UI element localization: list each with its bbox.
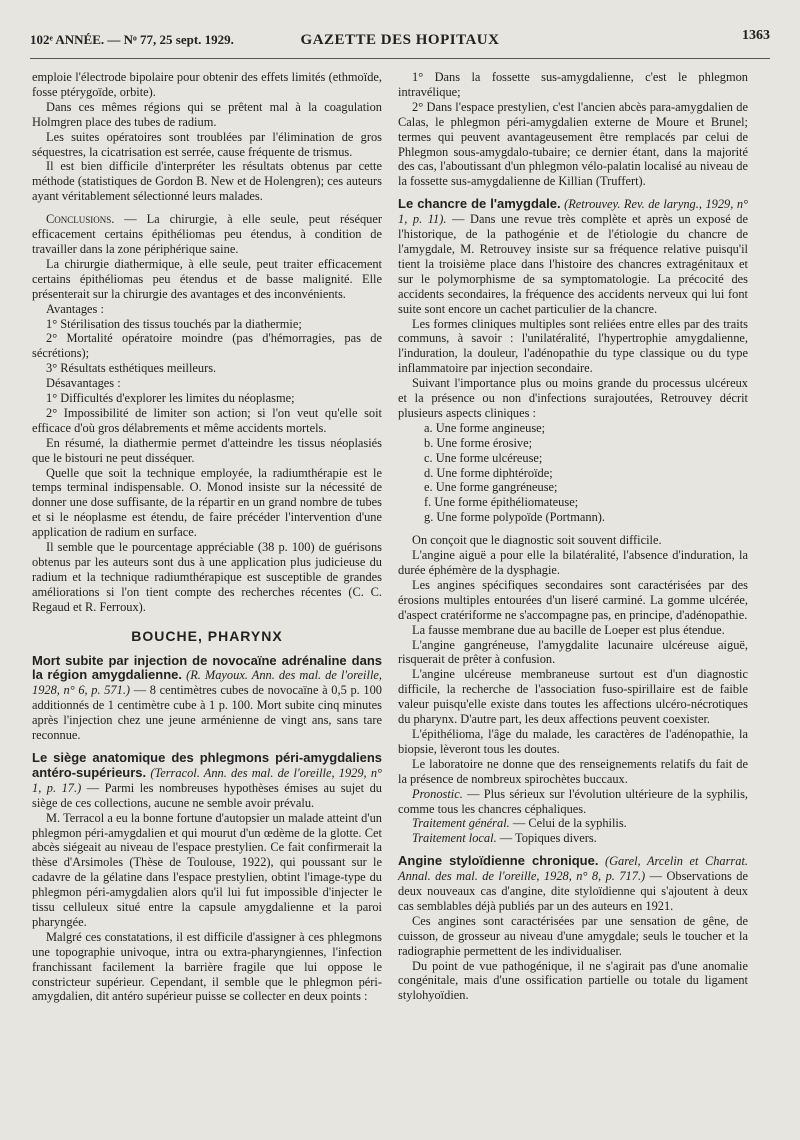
conclusions-heading: Conclusions. xyxy=(46,212,115,227)
list-item: f. Une forme épithéliomateuse; xyxy=(424,495,579,510)
paragraph: M. Terracol a eu la bonne fortune d'autopsier un malade atteint d'un phlegmon péri-amygdalien et qui mourut d'un œdème de la glotte. Cet abcès siégeait au niveau de l'espace prestylien. Ce fait confirmerait la thèse d'Arsimoles (Thèse de Toulouse, 1922), qui poussant sur le cadavre de la gélatine dans l'espace prestylien, obtint l'image-type du phlegmon péri-amygdalien alors qu'il lui fut impossible d'injecter le tissu celluleux situé entre la capsule amygdalienne et la paroi pharyngée. xyxy=(32,810,382,929)
traitement-local-text: — Topiques divers. xyxy=(496,831,597,846)
paragraph: Malgré ces constatations, il est difficile d'assigner à ces phlegmons une topographie univoque, intra ou extra-pharyngiennes, l'infection franchissant facilement la barrière fragile que lui oppose le constricteur supérieur. Cependant, il semble que le phlegmon péri-amygdalien, dit antéro supérieur puisse se collecter en deux points : xyxy=(32,929,382,1004)
article-text: — Observations de deux nouveaux cas d'angine, dite styloïdienne qui s'ajoutent à deux cas semblables déjà publiés par un des auteurs en 1921. xyxy=(398,869,749,913)
list-item: 3° Résultats esthétiques meilleurs. xyxy=(46,361,217,376)
traitement-general-text: — Celui de la syphilis. xyxy=(509,816,627,831)
list-item: a. Une forme angineuse; xyxy=(424,420,546,435)
article-citation: (Retrouvey. Rev. de laryng., 1929, n° 1, p. 11). xyxy=(398,197,749,227)
conclusions-text: — La chirurgie, à elle seule, peut réséquer efficacement certains épithéliomas peu étendus, à condition de travailler dans la zone périphérique saine. xyxy=(32,212,382,256)
article-phlegmons xyxy=(32,751,382,811)
paragraph: L'angine gangréneuse, l'amygdalite lacunaire ulcéreuse aiguë, risquerait de prêter à confusion. xyxy=(398,637,748,667)
paragraph: Le laboratoire ne donne que des renseignements relatifs du fait de la présence de nombreux spirochètes buccaux. xyxy=(398,756,748,786)
pronostic-text: — Plus sérieux sur l'évolution ultérieure de la syphilis, comme tous les chancres céphaliques. xyxy=(398,786,748,816)
article-text: — Dans une revue très complète et après un exposé de l'historique, de la pathogénie et de l'étiologie du chancre de l'amygdale, M. Retrouvey insiste sur sa fréquence relative puisqu'il tient la troisième place dans l'histoire des chancres extragénitaux et sur le polymorphisme de sa symptomatologie. La précocité des accidents secondaires, la fréquence des accidents nerveux qui lui font suite sont encore un cachet particulier de la chancre. xyxy=(398,212,748,316)
paragraph: En résumé, la diathermie permet d'atteindre les tissus néoplasiés que le bistouri ne peut disséquer. xyxy=(32,435,382,465)
issue-info: 102ᵉ ANNÉE. — Nᵒ 77, 25 sept. 1929. xyxy=(30,32,234,47)
page-number: 1363 xyxy=(742,28,770,43)
article-title: Mort subite par injection de novocaïne adrénaline dans la région amygdalienne. xyxy=(32,652,382,683)
list-item: 2° Mortalité opératoire moindre (pas d'hémorragies, pas de sécrétions); xyxy=(32,331,382,361)
paragraph: Désavantages : xyxy=(46,376,121,391)
article-text: — Parmi les nombreuses hypothèses émises au sujet du siège de ces collections, aucune ne semble avoir prévalu. xyxy=(32,780,382,810)
traitement-general xyxy=(398,816,748,831)
list-item: 1° Difficultés d'explorer les limites du néoplasme; xyxy=(46,391,295,406)
paragraph: 1° Dans la fossette sus-amygdalienne, c'est le phlegmon intravélique; xyxy=(398,70,748,99)
article-title: Le chancre de l'amygdale. xyxy=(398,196,561,212)
article-chancre xyxy=(398,197,748,316)
paragraph: emploie l'électrode bipolaire pour obtenir des effets limités (ethmoïde, fosse ptérygoïde, orbite). xyxy=(32,70,382,99)
traitement-general-heading: Traitement général. xyxy=(412,816,510,831)
section-heading: BOUCHE, PHARYNX xyxy=(131,627,283,644)
paragraph: Avantages : xyxy=(46,301,104,316)
left-column xyxy=(32,70,382,1004)
journal-title: GAZETTE DES HOPITAUX xyxy=(300,32,500,48)
list-item: g. Une forme polypoïde (Portmann). xyxy=(424,510,606,525)
paragraph: Il est bien difficile d'interpréter les résultats obtenus par cette méthode (statistiques de Gordon B. New et de Holengren); ces auteurs ayant véritablement sélectionné leurs malades. xyxy=(32,159,382,204)
paragraph: Du point de vue pathogénique, il ne s'agirait pas d'une anomalie congénitale, mais d'une ossification partielle ou totale du ligament stylohyoïdien. xyxy=(398,958,748,1003)
pronostic-heading: Pronostic. xyxy=(412,786,463,801)
article-citation: (R. Mayoux. Ann. des mal. de l'oreille, 1928, n° 6, p. 571.) xyxy=(32,668,382,698)
list-item: 2° Impossibilité de limiter son action; si l'on veut qu'elle soit efficace d'où gros délabrements et même accidents mortels. xyxy=(32,405,382,435)
paragraph: Ces angines sont caractérisées par une sensation de gêne, de cuisson, de grosseur au niveau d'une amygdale; seuls le toucher et la radiographie permettent de les individualiser. xyxy=(398,913,748,958)
traitement-local xyxy=(398,831,748,846)
list-item: d. Une forme diphtéroïde; xyxy=(424,465,553,480)
paragraph: L'angine ulcéreuse membraneuse surtout est d'un diagnostic difficile, la recherche de l'association fuso-spirillaire est de faible valeur puisqu'elle existe dans toutes les affections ulcéro-nécrotiques du pharynx. D'autre part, les deux affections peuvent coexister. xyxy=(398,667,748,727)
article-citation: (Garel, Arcelin et Charrat. Annal. des mal. de l'oreille, 1928, n° 8, p. 717.) xyxy=(398,854,748,884)
article-title: Le siège anatomique des phlegmons péri-amygdaliens antéro-supérieurs. xyxy=(32,749,382,780)
article-citation: (Terracol. Ann. des mal. de l'oreille, 1929, n° 1, p. 17.) xyxy=(32,765,382,795)
paragraph: La chirurgie diathermique, à elle seule, peut traiter efficacement certains épithéliomas peu étendus et de basse malignité. Elle présenterait sur la chirurgie des avantages et des inconvénients. xyxy=(32,256,382,301)
article-text: — 8 centimètres cubes de novocaïne à 0,5 p. 100 additionnés de 1 centimètre cube à 1 p. 100. Mort subite cinq minutes après l'injection chez une jeune arménienne de vingt ans, sans tare reconnue. xyxy=(32,683,382,743)
page-header xyxy=(30,22,770,59)
paragraph: 2° Dans l'espace prestylien, c'est l'ancien abcès para-amygdalien de Calas, le phlegmon péri-amygdalien externe de Moure et Brunel; termes qui peuvent avantageusement être remplacés par celui de Phlegmon sous-amygdalo-tubaire; ce dernier étant, dans la majorité des cas, l'aboutissant d'un phlegmon vélo-palatin localisé au niveau de la fossette sus-amygdalienne de Killian (Truffert). xyxy=(398,99,748,189)
paragraph: Les formes cliniques multiples sont reliées entre elles par des traits communs, à savoir : l'unilatéralité, l'hypertrophie amygdalienne, l'induration, la douleur, l'adénopathie du type classique ou du type inflammatoire par injection secondaire. xyxy=(398,316,748,376)
paragraph: Quelle que soit la technique employée, la radiumthérapie est le temps terminal indispensable. O. Monod insiste sur la nécessité de donner une dose suffisante, de la répartir en un grand nombre de tubes et si le néoplasme est étendu, de faire précéder l'intervention d'une application de radium en surface. xyxy=(32,465,382,540)
paragraph: Les suites opératoires sont troublées par l'élimination de gros séquestres, la cicatrisation est serrée, cause fréquente de trismus. xyxy=(32,129,382,159)
paragraph: Les angines spécifiques secondaires sont caractérisées par des érosions multiples entourées d'un liseré carminé. La gomme ulcérée, d'aspect cratériforme ne s'accompagne pas, en principe, d'adénopathie. xyxy=(398,577,748,622)
paragraph: Il semble que le pourcentage appréciable (38 p. 100) de guérisons obtenus par les auteurs sont dus à une application plus judicieuse du radium et la technique radiumthérapique est susceptible de grandes améliorations si l'on tient compte des recherches récentes (C. C. Regaud et R. Ferroux). xyxy=(32,540,382,614)
paragraph: Dans ces mêmes régions qui se prêtent mal à la coagulation Holmgren place des tubes de radium. xyxy=(32,99,382,129)
right-column xyxy=(398,70,748,1003)
paragraph: La fausse membrane due au bacille de Loeper est plus étendue. xyxy=(412,622,725,637)
list-item: 1° Stérilisation des tissus touchés par la diathermie; xyxy=(46,316,302,331)
pronostic-paragraph xyxy=(398,787,748,817)
article-mort-subite xyxy=(32,654,382,743)
article-angine xyxy=(398,854,748,914)
paragraph: L'angine aiguë a pour elle la bilatéralité, l'absence d'induration, la durée éphémère de la dysphagie. xyxy=(398,548,748,577)
conclusions-paragraph xyxy=(32,212,382,257)
list-item: b. Une forme érosive; xyxy=(424,435,533,450)
traitement-local-heading: Traitement local. xyxy=(412,831,497,846)
paragraph: On conçoit que le diagnostic soit souvent difficile. xyxy=(412,533,662,548)
list-item: e. Une forme gangréneuse; xyxy=(424,480,558,495)
paragraph: L'épithélioma, l'âge du malade, les caractères de l'adénopathie, la biopsie, lèveront tous les doutes. xyxy=(398,726,748,756)
list-item: c. Une forme ulcéreuse; xyxy=(424,450,543,465)
paragraph: Suivant l'importance plus ou moins grande du processus ulcéreux et la présence ou non d'infections surajoutées, Retrouvey décrit plusieurs aspects cliniques : xyxy=(398,376,748,420)
article-title: Angine styloïdienne chronique. xyxy=(398,853,599,869)
